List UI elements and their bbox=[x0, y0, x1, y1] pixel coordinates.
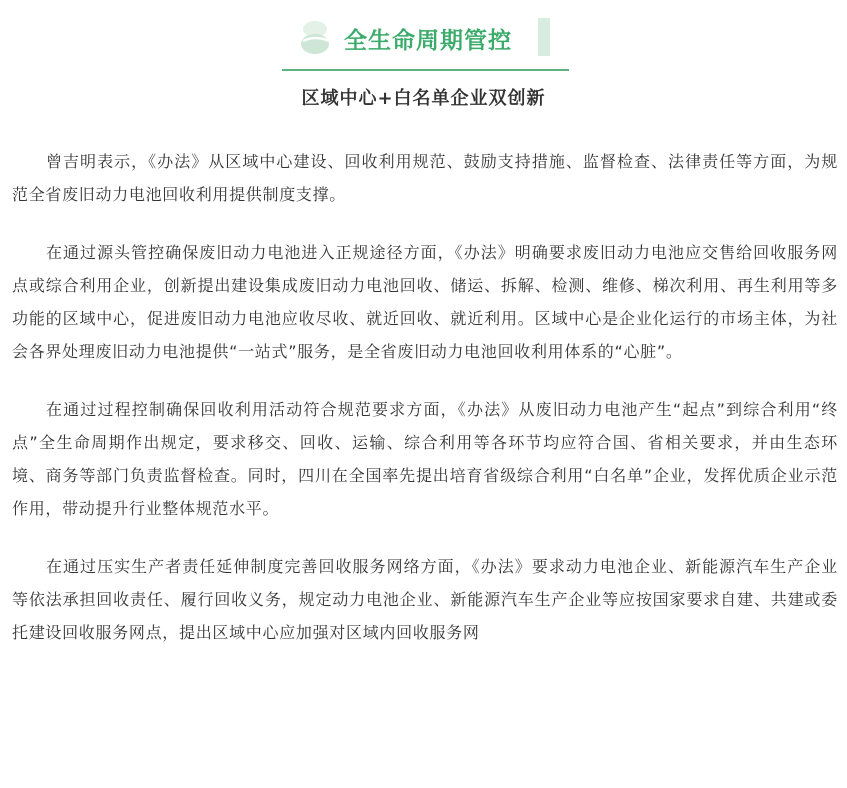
paragraph-2: 在通过源头管控确保废旧动力电池进入正规途径方面，《办法》明确要求废旧动力电池应交售给回收服务网点或综合利用企业，创新提出建设集成废旧动力电池回收、储运、拆解、检测、维修、梯次利用、再生利用等多功能的区域中心，促进废旧动力电池应收尽收、就近回收、就近利用。区域中心是企业化运行的市场主体，为社会各界处理废旧动力电池提供“一站式”服务，是全省废旧动力电池回收利用体系的“心脏”。 bbox=[12, 243, 838, 361]
article-body bbox=[12, 145, 838, 674]
leaf-icon bbox=[300, 19, 334, 55]
title-accent-bar bbox=[538, 18, 550, 56]
section-title: 全生命周期管控 bbox=[344, 28, 512, 54]
section-subtitle: 区域中心+白名单企业双创新 bbox=[301, 88, 546, 109]
title-banner bbox=[300, 17, 560, 57]
title-divider bbox=[282, 69, 569, 71]
paragraph-3: 在通过过程控制确保回收利用活动符合规范要求方面，《办法》从废旧动力电池产生“起点”到综合利用“终点”全生命周期作出规定，要求移交、回收、运输、综合利用等各环节均应符合国、省相关要求，并由生态环境、商务等部门负责监督检查。同时，四川在全国率先提出培育省级综合利用“白名单”企业，发挥优质企业示范作用，带动提升行业整体规范水平。 bbox=[12, 400, 838, 518]
section-header bbox=[0, 0, 847, 120]
paragraph-1: 曾吉明表示，《办法》从区域中心建设、回收利用规范、鼓励支持措施、监督检查、法律责任等方面，为规范全省废旧动力电池回收利用提供制度支撑。 bbox=[12, 152, 838, 204]
paragraph-4: 在通过压实生产者责任延伸制度完善回收服务网络方面，《办法》要求动力电池企业、新能源汽车生产企业等依法承担回收责任、履行回收义务，规定动力电池企业、新能源汽车生产企业等应按国家要求自建、共建或委托建设回收服务网点，提出区域中心应加强对区域内回收服务网 bbox=[12, 557, 838, 642]
